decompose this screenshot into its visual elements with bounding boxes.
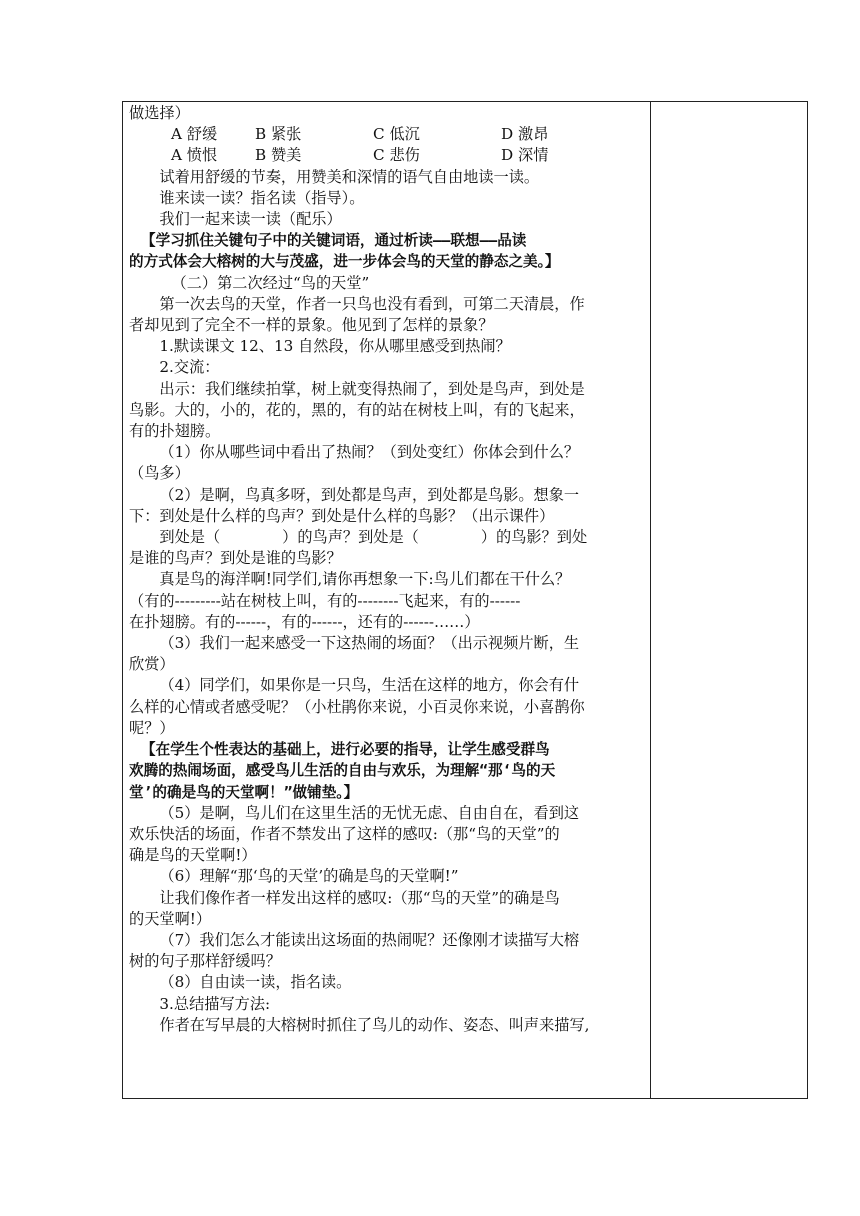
text-segment: 到处是（ bbox=[159, 528, 221, 547]
fill-blank-line bbox=[129, 527, 647, 548]
text-line: 者却见到了完全不一样的景象。他见到了怎样的景象？ bbox=[129, 316, 494, 335]
text-line: 谁来读一读？指名读（指导）。 bbox=[159, 188, 365, 207]
text-line: 1.默读课文 12、13 自然段，你从哪里感受到热闹？ bbox=[159, 337, 511, 356]
option: A 愤恨 bbox=[171, 146, 218, 165]
text-line: 在扑翅膀。有的------，有的------，还有的------……） bbox=[129, 612, 480, 631]
text-line: （2）是啊，鸟真多呀，到处都是鸟声，到处都是鸟影。想象一 bbox=[159, 485, 580, 504]
text-line: 出示：我们继续拍掌，树上就变得热闹了，到处是鸟声，到处是 bbox=[159, 379, 585, 398]
text-line: （6）理解“那‘鸟的天堂’的确是鸟的天堂啊!” bbox=[159, 867, 459, 886]
text-segment: ）的鸟声？到处是（ bbox=[282, 528, 419, 547]
text-line: 让我们像作者一样发出这样的感叹:（那“鸟的天堂”的确是鸟 bbox=[159, 888, 560, 907]
text-line: 欢乐快活的场面，作者不禁发出了这样的感叹:（那“鸟的天堂”的 bbox=[129, 824, 560, 843]
text-line: 鸟影。大的，小的，花的，黑的，有的站在树枝上叫，有的飞起来， bbox=[129, 400, 585, 419]
choice-options-row-2 bbox=[129, 145, 647, 166]
text-line: 确是鸟的天堂啊!） bbox=[129, 846, 257, 865]
text-line: （3）我们一起来感受一下这热闹的场面？（出示视频片断，生 bbox=[159, 634, 580, 653]
text-line: 是谁的鸟声？到处是谁的鸟影？ bbox=[129, 549, 342, 568]
text-line: （有的---------站在树枝上叫，有的--------飞起来，有的------ bbox=[129, 591, 521, 610]
teaching-note-line: 欢腾的热闹场面，感受鸟儿生活的自由与欢乐，为理解“那‘鸟的天 bbox=[129, 762, 556, 780]
option: B 赞美 bbox=[255, 146, 302, 165]
text-line: （7）我们怎么才能读出这场面的热闹呢？还像刚才读描写大榕 bbox=[159, 930, 580, 949]
option: D 激昂 bbox=[501, 125, 549, 144]
text-line: 树的句子那样舒缓吗？ bbox=[129, 952, 281, 971]
option: D 深情 bbox=[501, 146, 549, 165]
text-line: 我们一起来读一读（配乐） bbox=[159, 210, 342, 229]
lesson-plan-table bbox=[122, 101, 808, 1099]
text-line: 呢？） bbox=[129, 718, 175, 737]
text-line: 下：到处是什么样的鸟声？到处是什么样的鸟影？（出示课件） bbox=[129, 506, 555, 525]
text-segment: ）的鸟影？到处 bbox=[480, 528, 588, 547]
section-heading: （二）第二次经过“鸟的天堂” bbox=[171, 273, 370, 292]
text-line: （1）你从哪些词中看出了热闹？（到处变红）你体会到什么？ bbox=[159, 443, 580, 462]
option: A 舒缓 bbox=[171, 125, 218, 144]
text-line: 试着用舒缓的节奏，用赞美和深情的语气自由地读一读。 bbox=[159, 167, 540, 186]
text-line: （5）是啊，鸟儿们在这里生活的无忧无虑、自由自在，看到这 bbox=[159, 803, 580, 822]
text-line: 的天堂啊!） bbox=[129, 909, 212, 928]
text-line: 真是鸟的海洋啊!同学们,请你再想象一下:鸟儿们都在干什么？ bbox=[159, 570, 571, 589]
text-line: 有的扑翅膀。 bbox=[129, 422, 221, 441]
text-line: 第一次去鸟的天堂，作者一只鸟也没有看到，可第二天清晨，作 bbox=[159, 294, 585, 313]
text-line: （4）同学们，如果你是一只鸟，生活在这样的地方，你会有什 bbox=[159, 676, 580, 695]
text-line: 3.总结描写方法: bbox=[159, 994, 271, 1013]
text-line: （鸟多） bbox=[129, 464, 190, 483]
option: B 紧张 bbox=[255, 125, 302, 144]
text-line: 欣赏） bbox=[129, 655, 175, 674]
column-divider bbox=[650, 102, 651, 1098]
teaching-note-line: 堂’的确是鸟的天堂啊！”做铺垫。】 bbox=[129, 783, 359, 801]
choice-options-row-1 bbox=[129, 124, 647, 145]
text-line: （8）自由读一读，指名读。 bbox=[159, 973, 352, 992]
text-line: 么样的心情或者感受呢？（小杜鹃你来说，小百灵你来说，小喜鹊你 bbox=[129, 697, 585, 716]
teaching-note-line: 【在学生个性表达的基础上，进行必要的指导，让学生感受群鸟 bbox=[141, 741, 550, 759]
text-line: 作者在写早晨的大榕树时抓住了鸟儿的动作、姿态、叫声来描写, bbox=[159, 1015, 590, 1034]
option: C 悲伤 bbox=[373, 146, 420, 165]
text-line: 2.交流： bbox=[159, 358, 220, 377]
text-line: 做选择） bbox=[129, 104, 190, 122]
option: C 低沉 bbox=[373, 125, 420, 144]
teaching-note-line: 【学习抓住关键句子中的关键词语，通过析读——联想——品读 bbox=[141, 232, 527, 250]
lesson-content-cell bbox=[129, 103, 647, 1036]
teaching-note-line: 的方式体会大榕树的大与茂盛，进一步体会鸟的天堂的静态之美。】 bbox=[129, 253, 560, 271]
